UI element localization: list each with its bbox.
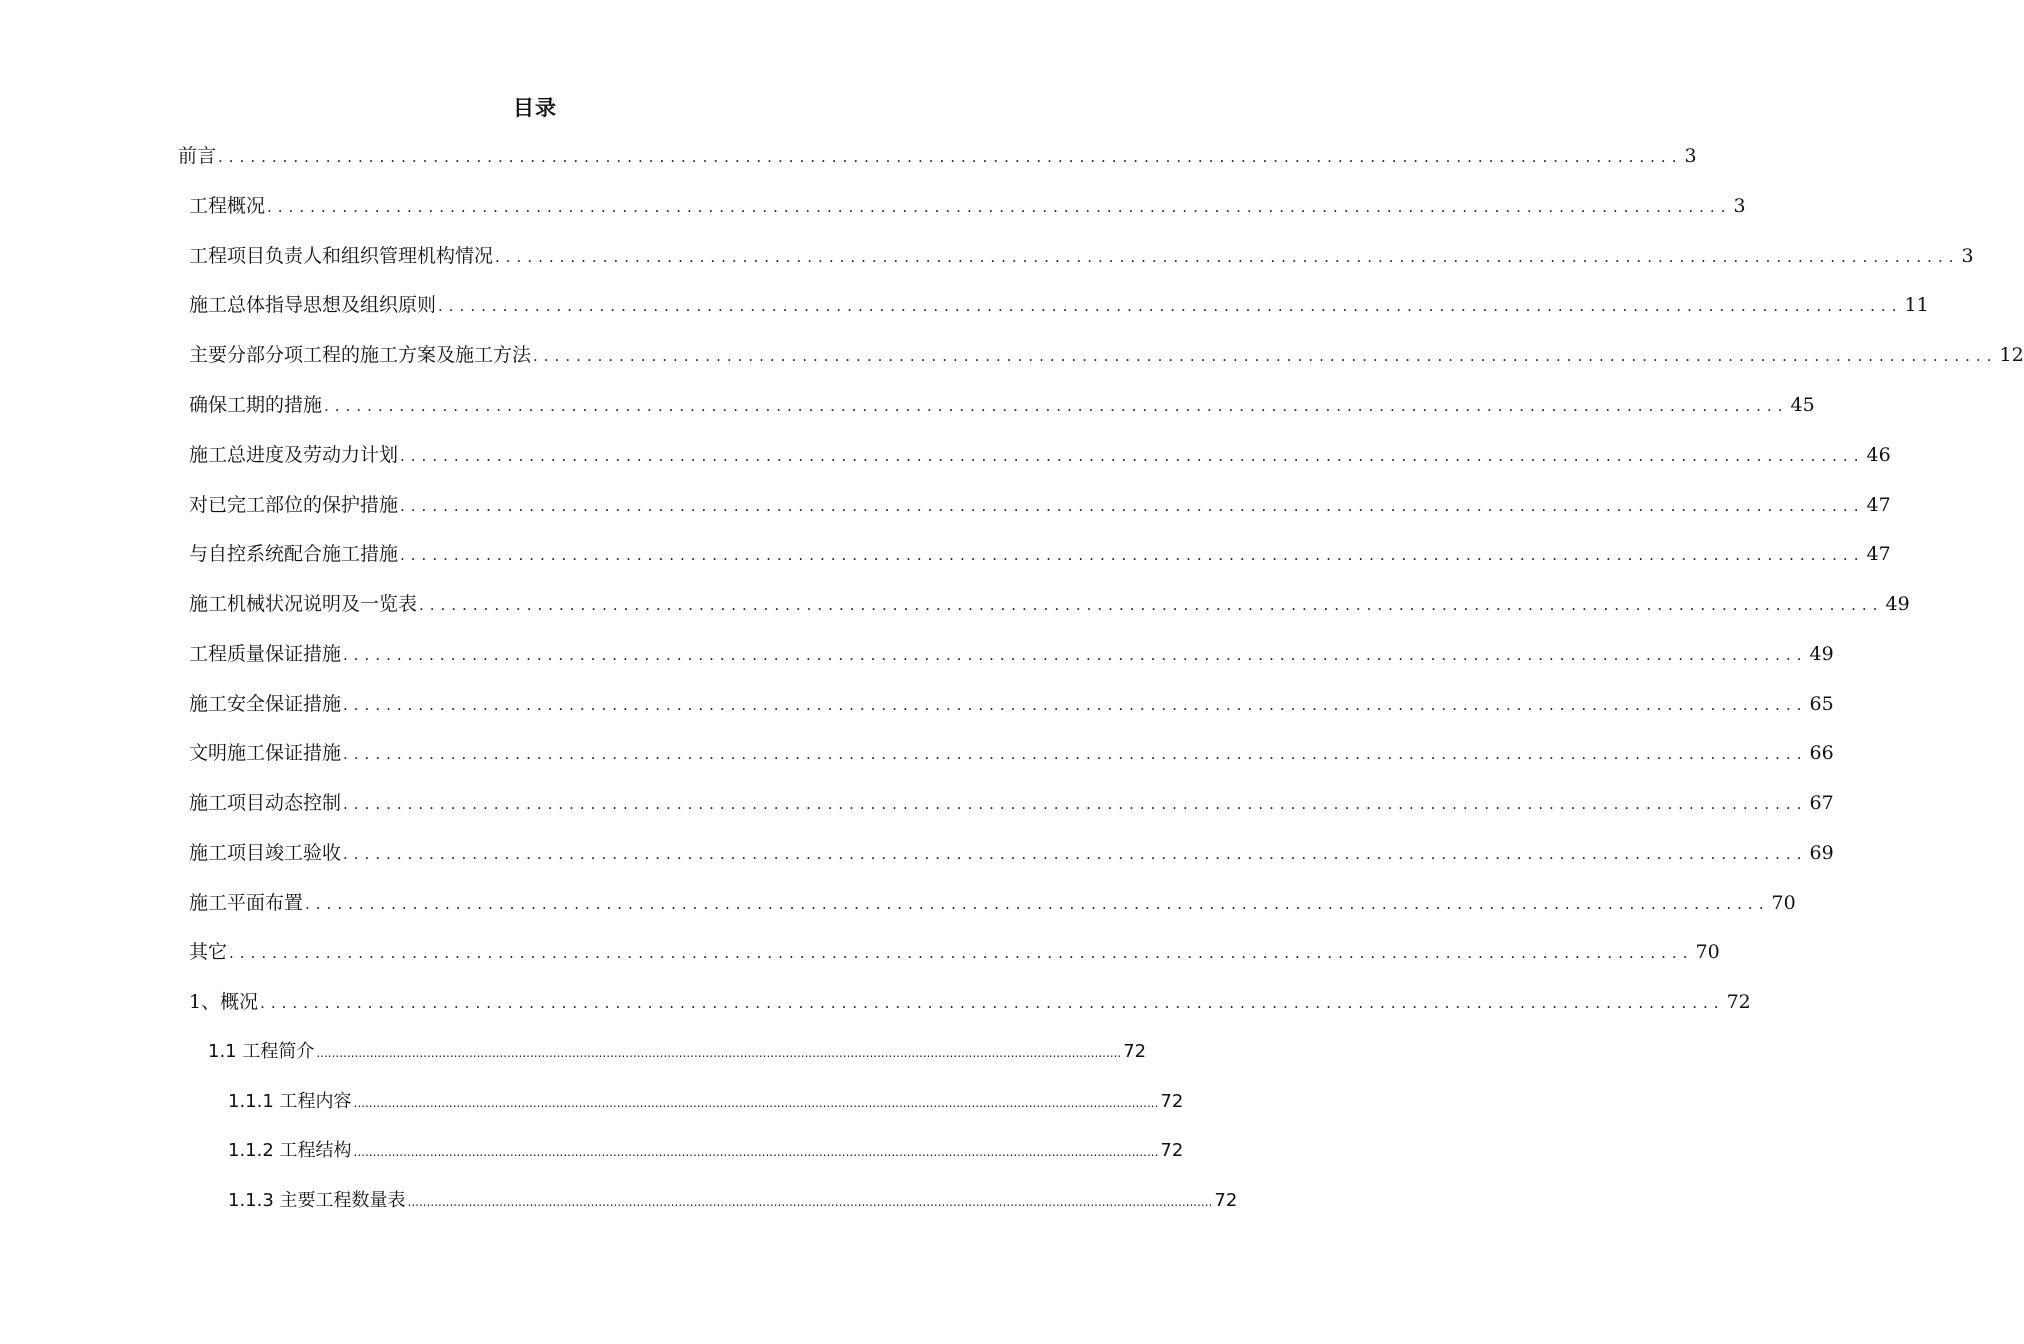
toc-entry[interactable]: [189, 440, 1891, 470]
toc-entry-page: 47: [1866, 543, 1891, 565]
toc-entry-label: 与自控系统配合施工措施: [189, 543, 399, 565]
toc-entry[interactable]: [189, 738, 1834, 768]
dot-leader: ........................................................................................................................................: [343, 845, 1808, 863]
dot-leader: ...................................................................................................................................................................................................................: [407, 1195, 1213, 1209]
toc-entry[interactable]: [228, 1186, 1238, 1216]
dot-leader: ........................................................................................................................................: [343, 745, 1808, 763]
toc-entry[interactable]: [189, 290, 1929, 320]
toc-entry[interactable]: [189, 390, 1815, 420]
dot-leader: ........................................................................................................................................: [400, 447, 1865, 465]
toc-entry-label: 工程质量保证措施: [189, 643, 342, 665]
toc-entry[interactable]: [189, 788, 1834, 818]
toc-entry-label: 施工安全保证措施: [189, 693, 342, 715]
toc-entry-page: 3: [1961, 245, 1974, 267]
toc-entry-page: 49: [1885, 593, 1910, 615]
toc-entry[interactable]: [228, 1136, 1184, 1166]
toc-entry-page: 12: [1999, 344, 2024, 366]
dot-leader: ........................................................................................................................................: [438, 297, 1903, 315]
toc-entry-page: 3: [1733, 195, 1746, 217]
toc-entry-label: 确保工期的措施: [189, 394, 323, 416]
toc-entry-label: 1.1.1 工程内容: [228, 1091, 352, 1112]
toc-entry-label: 施工机械状况说明及一览表: [189, 593, 418, 615]
dot-leader: ........................................................................................................................................: [324, 397, 1789, 415]
toc-entry[interactable]: [189, 639, 1834, 669]
toc-entry-label: 工程项目负责人和组织管理机构情况: [189, 245, 494, 267]
toc-entry-label: 1、概况: [189, 991, 259, 1013]
dot-leader: ........................................................................................................................................: [495, 248, 1960, 266]
toc-entry[interactable]: [189, 838, 1834, 868]
dot-leader: ........................................................................................................................................: [343, 795, 1808, 813]
dot-leader: ...................................................................................................................................................................................................................: [316, 1046, 1122, 1060]
dot-leader: ........................................................................................................................................: [419, 596, 1884, 614]
toc-title: 目录: [513, 96, 557, 120]
dot-leader: ........................................................................................................................................: [305, 895, 1770, 913]
toc-entry-label: 施工项目竣工验收: [189, 842, 342, 864]
toc-entry-label: 施工总进度及劳动力计划: [189, 444, 399, 466]
toc-entry-page: 47: [1866, 494, 1891, 516]
dot-leader: ........................................................................................................................................: [260, 994, 1725, 1012]
toc-entry[interactable]: [189, 888, 1796, 918]
dot-leader: ........................................................................................................................................: [267, 198, 1732, 216]
toc-entry-label: 前言: [178, 145, 217, 167]
toc-entry-page: 70: [1771, 892, 1796, 914]
toc-entry[interactable]: [189, 241, 1974, 271]
toc-entry-label: 施工总体指导思想及组织原则: [189, 294, 437, 316]
toc-entry-page: 72: [1123, 1041, 1147, 1062]
toc-entry-page: 49: [1809, 643, 1834, 665]
dot-leader: ........................................................................................................................................: [229, 944, 1694, 962]
toc-entry[interactable]: [189, 490, 1891, 520]
dot-leader: ...................................................................................................................................................................................................................: [353, 1096, 1159, 1110]
toc-entry-page: 45: [1790, 394, 1815, 416]
toc-entry-page: 72: [1160, 1140, 1184, 1161]
toc-entry[interactable]: [228, 1087, 1184, 1117]
dot-leader: ........................................................................................................................................: [533, 347, 1998, 365]
toc-entry-page: 46: [1866, 444, 1891, 466]
toc-entry-label: 1.1 工程简介: [208, 1041, 315, 1062]
toc-entry[interactable]: [189, 539, 1891, 569]
toc-entry-page: 65: [1809, 693, 1834, 715]
toc-entry-label: 文明施工保证措施: [189, 742, 342, 764]
toc-entry-page: 66: [1809, 742, 1834, 764]
dot-leader: ........................................................................................................................................: [343, 646, 1808, 664]
toc-entry-page: 3: [1684, 145, 1697, 167]
toc-entry-label: 施工平面布置: [189, 892, 304, 914]
toc-entry[interactable]: [189, 987, 1751, 1017]
toc-entry[interactable]: [178, 141, 1697, 171]
toc-entry[interactable]: [189, 191, 1746, 221]
dot-leader: ........................................................................................................................................: [400, 497, 1865, 515]
toc-entry[interactable]: [189, 340, 2024, 370]
dot-leader: ........................................................................................................................................: [218, 148, 1683, 166]
toc-entry-label: 1.1.3 主要工程数量表: [228, 1190, 406, 1211]
toc-entry[interactable]: [208, 1037, 1147, 1067]
toc-entry-label: 主要分部分项工程的施工方案及施工方法: [189, 344, 532, 366]
dot-leader: ........................................................................................................................................: [343, 696, 1808, 714]
toc-entry-label: 施工项目动态控制: [189, 792, 342, 814]
toc-entry-page: 69: [1809, 842, 1834, 864]
toc-entry[interactable]: [189, 689, 1834, 719]
toc-entry-page: 67: [1809, 792, 1834, 814]
toc-entry[interactable]: [189, 937, 1720, 967]
toc-entry-label: 工程概况: [189, 195, 266, 217]
toc-entry-label: 1.1.2 工程结构: [228, 1140, 352, 1161]
toc-entry-page: 11: [1904, 294, 1929, 316]
toc-entry-page: 72: [1160, 1091, 1184, 1112]
dot-leader: ...................................................................................................................................................................................................................: [353, 1145, 1159, 1159]
toc-entry-page: 72: [1214, 1190, 1238, 1211]
toc-entry-label: 对已完工部位的保护措施: [189, 494, 399, 516]
toc-entry-label: 其它: [189, 941, 228, 963]
toc-entry[interactable]: [189, 589, 1910, 619]
toc-entry-page: 70: [1695, 941, 1720, 963]
toc-entry-page: 72: [1726, 991, 1751, 1013]
dot-leader: ........................................................................................................................................: [400, 546, 1865, 564]
